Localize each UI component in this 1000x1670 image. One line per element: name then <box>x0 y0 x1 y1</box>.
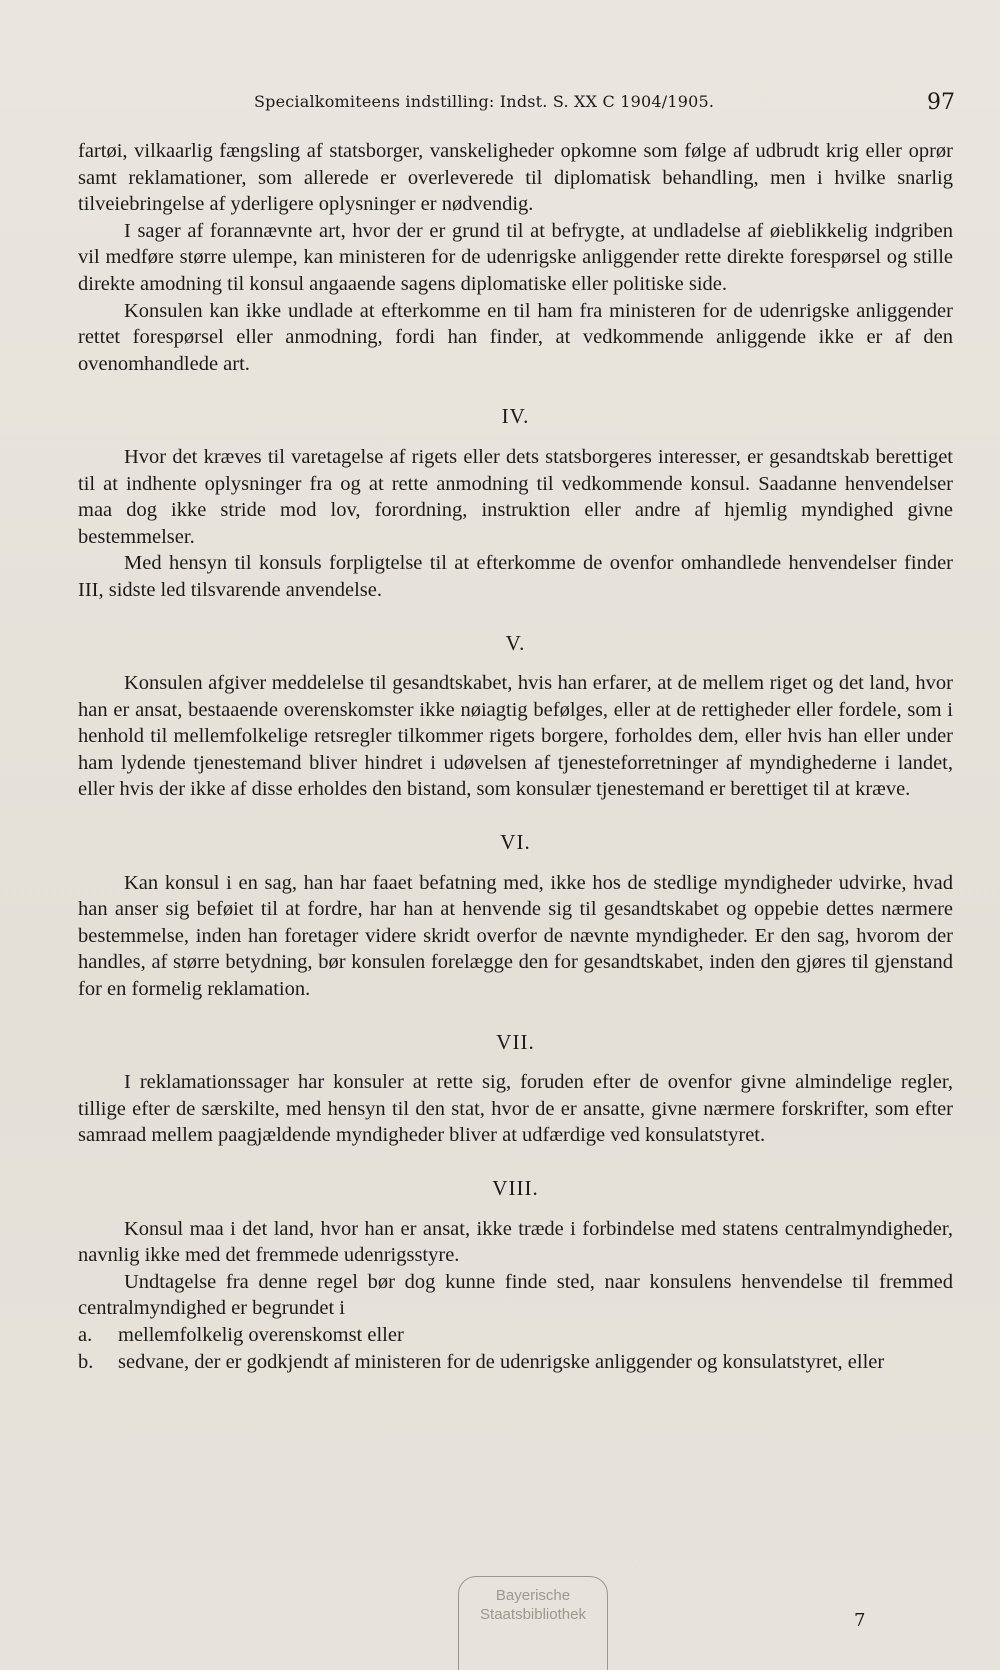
stamp-line-2: Staatsbibliothek <box>480 1606 586 1623</box>
section-paragraph: Undtagelse fra denne regel bør dog kunne finde sted, naar konsulens henvendelse til fremmed centralmyndighed er begrundet i <box>78 1270 953 1320</box>
page-number: 97 <box>927 90 955 115</box>
list-item <box>78 1349 953 1376</box>
exception-list <box>78 1322 953 1375</box>
list-item-text: mellemfolkelig overenskomst eller <box>118 1323 404 1346</box>
section-paragraph: Konsulen afgiver meddelelse til gesandtskabet, hvis han erfarer, at de mellem riget og det land, hvor han er ansat, bestaaende overenskomster ikke nøiagtig befølges, eller at de rettigheder eller fordele, som i henhold til mellemfolkelige retsregler tilkommer rigets borgere, forholdes dem, eller hvis han eller under ham lydende tjenestemand bliver hindret i udøvelsen af tjenesteforretninger af myndighederne i landet, eller hvis der ikke af disse erholdes den bistand, som konsulær tjenestemand er berettiget til at kræve. <box>78 672 953 801</box>
document-body <box>78 138 953 1375</box>
list-marker: a. <box>78 1323 93 1346</box>
section-heading: VI. <box>500 830 531 855</box>
intro-paragraph-3: Konsulen kan ikke undlade at efterkomme en til ham fra ministeren for de udenrigske anliggender rettet forespørsel eller anmodning, fordi han finder, at vedkommende anliggende ikke er af den ovenomhandlede art. <box>78 299 953 375</box>
section-heading: IV. <box>501 404 530 429</box>
section-vi <box>78 829 953 1003</box>
section-vii <box>78 1029 953 1149</box>
library-stamp <box>458 1576 608 1670</box>
section-heading: V. <box>505 630 526 655</box>
intro-paragraph-1: fartøi, vilkaarlig fængsling af statsborger, vanskeligheder opkomne som følge af udbrudt krig eller oprør samt reklamationer, som allerede er overleverede til diplomatisk behandling, men i hvilke snarlig tilveiebringelse af yderligere oplysninger er nødvendig. <box>78 140 953 216</box>
signature-mark: 7 <box>854 1610 866 1631</box>
section-paragraph: Kan konsul i en sag, han har faaet befatning med, ikke hos de stedlige myndigheder udvirke, hvad han anser sig beføiet til at fordre, har han at henvende sig til gesandtskabet og oppebie dettes nærmere bestemmelse, inden han foretager videre skridt overfor de nævnte myndigheder. Er den sag, hvorom der handles, af større betydning, bør konsulen forelægge den for gesandtskabet, inden den gjøres til gjenstand for en formelig reklamation. <box>78 871 953 1001</box>
running-title: Specialkomiteens indstilling: Indst. S. XX C 1904/1905. <box>254 92 715 111</box>
list-item-text: sedvane, der er godkjendt af ministeren for de udenrigske anliggender og konsulatstyret, eller <box>118 1350 885 1373</box>
section-paragraph: Hvor det kræves til varetagelse af rigets eller dets statsborgeres interesser, er gesandtskab berettiget til at indhente oplysninger fra og at rette anmodning til vedkommende konsul. Saadanne henvendelser maa dog ikke stride mod lov, forordning, instruktion eller andre af hjemlig myndighed givne bestemmelser. <box>78 445 953 548</box>
intro-paragraph-2: I sager af forannævnte art, hvor der er grund til at befrygte, at undladelse af øieblikkelig indgriben vil medføre større ulempe, kan ministeren for de udenrigske anliggender rette direkte forespørsel og stille direkte amodning til konsul angaaende sagens diplomatiske eller politiske side. <box>78 219 953 295</box>
section-paragraph: Med hensyn til konsuls forpligtelse til at efterkomme de ovenfor omhandlede henvendelser finder III, sidste led tilsvarende anvendelse. <box>78 552 953 601</box>
section-paragraph: I reklamationssager har konsuler at rette sig, foruden efter de ovenfor givne almindelige regler, tillige efter de særskilte, med hensyn til den stat, hvor de er ansatte, givne nærmere forskrifter, som efter samraad mellem paagjældende myndigheder bliver at udfærdige ved konsulatstyret. <box>78 1071 953 1147</box>
list-marker: b. <box>78 1350 94 1373</box>
section-paragraph: Konsul maa i det land, hvor han er ansat, ikke træde i forbindelse med statens centralmyndigheder, navnlig ikke med det fremmede udenrigsstyre. <box>78 1217 953 1267</box>
section-viii <box>78 1175 953 1375</box>
page-header <box>0 92 1000 122</box>
section-heading: VII. <box>496 1029 535 1054</box>
section-heading: VIII. <box>492 1176 539 1200</box>
section-iv <box>78 403 953 603</box>
section-v <box>78 630 953 804</box>
list-item <box>78 1322 953 1349</box>
stamp-line-1: Bayerische <box>495 1587 571 1604</box>
